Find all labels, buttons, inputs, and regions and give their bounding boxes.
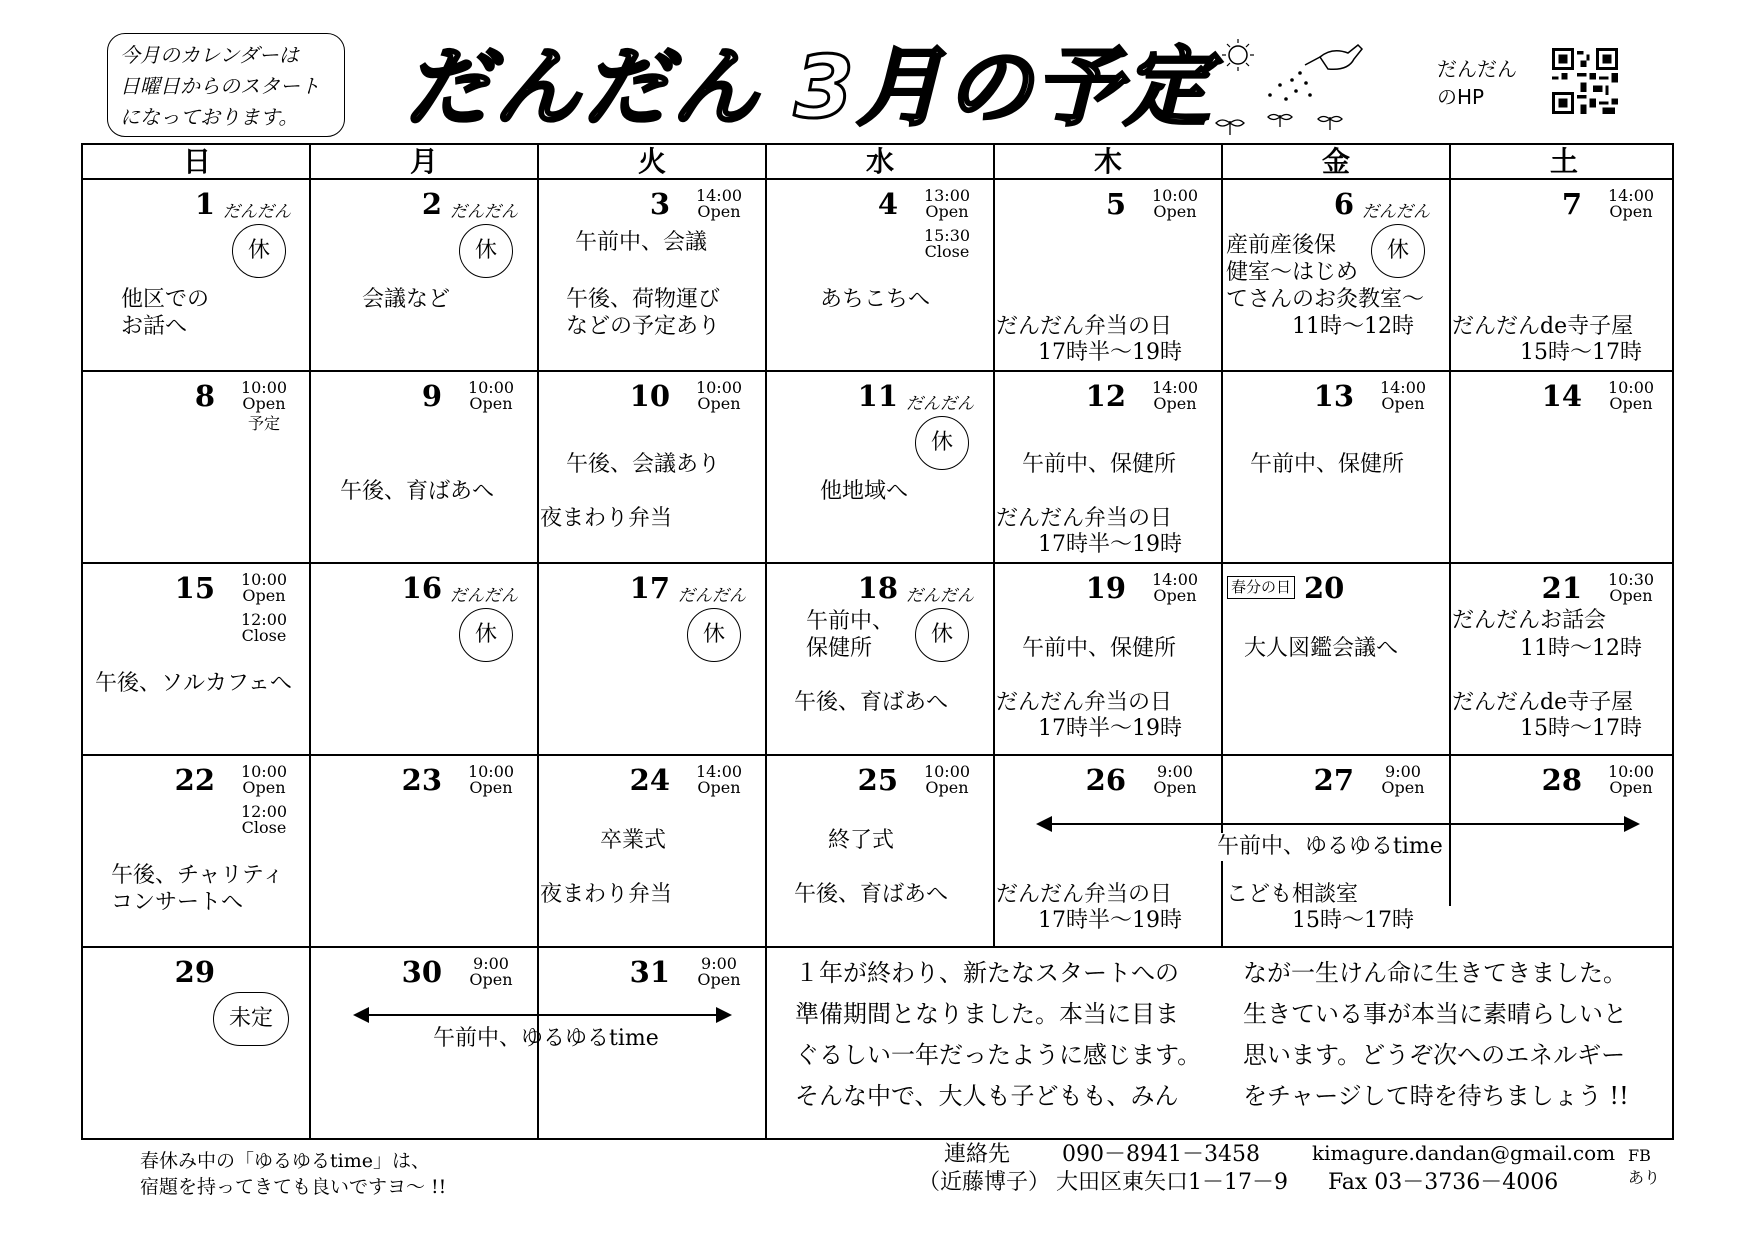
day-number: 10 [629, 379, 670, 413]
event-text: 午前中、会議 [575, 230, 708, 255]
open-label: Open [242, 778, 286, 797]
open-time: 14:00 [695, 762, 743, 781]
day-cell-18[interactable] [766, 563, 994, 755]
facebook-note [1628, 1145, 1660, 1189]
span-event-week5: 午前中、ゆるゆるtime [433, 1026, 659, 1051]
message-line: そんな中で、大人も子どもも、みん [795, 1082, 1179, 1110]
open-time: 10:00 [1607, 762, 1655, 781]
dandan-label: だんだん [906, 394, 974, 414]
closed-badge: 休 [915, 608, 969, 662]
closed-badge: 休 [459, 224, 513, 278]
message-line: 思います。どうぞ次へのエネルギー [1243, 1041, 1626, 1069]
open-label: Open [469, 778, 513, 797]
day-cell-12[interactable] [994, 371, 1222, 563]
weekday-fri: 金 [1321, 145, 1350, 178]
day-number: 27 [1313, 763, 1354, 797]
day-number: 13 [1313, 379, 1354, 413]
page-title: だんだん 3月の予定 [405, 38, 1213, 138]
close-label: Close [241, 818, 287, 837]
email-link[interactable]: kimagure.dandan@gmail.com [1312, 1141, 1616, 1165]
event-text: 午前中、保健所 [1022, 636, 1177, 661]
closed-badge: 休 [232, 224, 286, 278]
open-label: Open [925, 778, 969, 797]
day-number: 12 [1085, 379, 1126, 413]
event-text: てさんのお灸教室～ [1226, 287, 1425, 312]
event-text: だんだん弁当の日 [996, 882, 1173, 907]
event-text: 15時～17時 [1520, 716, 1642, 741]
open-time: 14:00 [1151, 570, 1199, 589]
weekday-tue: 火 [637, 145, 666, 178]
open-label: Open [1153, 394, 1197, 413]
event-text: 午前中、保健所 [1022, 452, 1177, 477]
dandan-label: だんだん [450, 202, 518, 222]
day-number: 14 [1541, 379, 1582, 413]
day-number: 25 [857, 763, 898, 797]
day-number: 17 [629, 571, 670, 605]
open-label: Open [1609, 202, 1653, 221]
day-number: 21 [1541, 571, 1582, 605]
day-number: 5 [1105, 187, 1126, 221]
event-text: 大人図鑑会議へ [1244, 636, 1399, 661]
day-number: 23 [401, 763, 442, 797]
weekday-mon: 月 [409, 145, 438, 178]
holiday-badge: 春分の日 [1227, 576, 1295, 599]
open-label: Open [1381, 394, 1425, 413]
open-label: Open [1609, 586, 1653, 605]
weekday-sun: 日 [182, 145, 211, 178]
day-number: 31 [629, 955, 670, 989]
open-time: 13:00 [923, 186, 971, 205]
open-label: Open [1153, 778, 1197, 797]
event-text: 午後、育ばあへ [340, 479, 495, 504]
day-cell-20[interactable] [1222, 563, 1450, 755]
open-label: Open [697, 202, 741, 221]
event-text: 午後、ソルカフェへ [95, 671, 292, 696]
closed-badge: 休 [1371, 224, 1425, 278]
note-line: になっております。 [120, 105, 299, 129]
message-line: をチャージして時を待ちましょう !! [1243, 1082, 1629, 1110]
day-cell-29[interactable] [83, 947, 311, 1139]
event-text: こども相談室 [1226, 882, 1359, 907]
note-line: 日曜日からのスタート [120, 74, 320, 98]
event-text: だんだんお話会 [1452, 608, 1607, 633]
day-number: 3 [649, 187, 670, 221]
fb-line: あり [1628, 1168, 1661, 1187]
open-time: 10:00 [240, 570, 288, 589]
day-cell-8[interactable] [83, 371, 311, 563]
calendar-grid [81, 143, 1674, 1140]
day-cell-16[interactable] [310, 563, 538, 755]
day-number: 28 [1541, 763, 1582, 797]
contact-label: 連絡先 [944, 1142, 1011, 1167]
event-text: 他地域へ [820, 479, 909, 504]
event-text: 午後、チャリティ [111, 863, 285, 888]
dandan-label: だんだん [678, 586, 746, 606]
day-cell-25[interactable] [766, 755, 994, 947]
event-text: 他区での [121, 287, 210, 312]
day-cell-19[interactable] [994, 563, 1222, 755]
message-line: なが一生けん命に生きてきました。 [1243, 959, 1627, 987]
sun-watering-can-illustration [1210, 35, 1390, 145]
event-text: 17時半～19時 [1038, 532, 1182, 557]
open-time: 10:00 [240, 762, 288, 781]
span-event-week4: 午前中、ゆるゆるtime [1213, 833, 1447, 861]
day-cell-11[interactable] [766, 371, 994, 563]
day-number: 30 [401, 955, 442, 989]
day-cell-24[interactable] [538, 755, 766, 947]
day-cell-5[interactable] [994, 179, 1222, 371]
day-number: 16 [401, 571, 442, 605]
event-text: 午後、育ばあへ [794, 882, 949, 907]
event-text: だんだん弁当の日 [996, 506, 1173, 531]
open-time: 9:00 [1385, 762, 1421, 781]
close-label: Close [241, 626, 287, 645]
fb-line: FB [1628, 1146, 1651, 1165]
open-label: Open [242, 586, 286, 605]
homepage-label [1437, 55, 1517, 111]
day-number: 26 [1085, 763, 1126, 797]
calendar-note [107, 33, 345, 137]
open-time: 10:00 [695, 378, 743, 397]
day-number: 9 [421, 379, 442, 413]
footer-note-line: 春休み中の「ゆるゆるtime」は、 [140, 1150, 430, 1172]
qr-code-icon[interactable] [1552, 48, 1618, 114]
open-time: 10:30 [1607, 570, 1655, 589]
day-cell-28[interactable] [1450, 755, 1678, 947]
open-time: 14:00 [1151, 378, 1199, 397]
event-text: 夜まわり弁当 [540, 882, 673, 907]
event-text: だんだんde寺子屋 [1452, 314, 1634, 339]
close-time: 12:00 [240, 802, 288, 821]
day-cell-1[interactable] [83, 179, 311, 371]
message-right [1243, 953, 1629, 1117]
day-number: 15 [174, 571, 215, 605]
day-cell-13[interactable] [1222, 371, 1450, 563]
close-time: 12:00 [240, 610, 288, 629]
open-time: 10:00 [1151, 186, 1199, 205]
phone-number[interactable]: 090－8941－3458 [1062, 1142, 1260, 1167]
event-text: 保健所 [806, 636, 873, 661]
open-time: 14:00 [695, 186, 743, 205]
open-time: 10:00 [467, 378, 515, 397]
open-label: Open [697, 778, 741, 797]
day-cell-4[interactable] [766, 179, 994, 371]
hp-line: だんだん [1437, 57, 1517, 81]
event-text: 17時半～19時 [1038, 908, 1182, 933]
close-label: Close [924, 242, 970, 261]
event-text: 会議など [362, 287, 451, 312]
closed-badge: 休 [459, 608, 513, 662]
undecided-badge: 未定 [213, 992, 289, 1046]
event-text: あちこちへ [820, 287, 931, 312]
open-label: Open [925, 202, 969, 221]
open-time: 14:00 [1379, 378, 1427, 397]
contact-person: （近藤博子） [918, 1170, 1051, 1195]
event-text: だんだんde寺子屋 [1452, 690, 1634, 715]
open-label: Open [1153, 202, 1197, 221]
event-text: 午前中、 [806, 609, 895, 634]
day-number: 18 [857, 571, 898, 605]
open-time: 10:00 [240, 378, 288, 397]
fax-number: Fax 03－3736－4006 [1328, 1170, 1559, 1195]
day-cell-22[interactable] [83, 755, 311, 947]
open-time: 9:00 [473, 954, 509, 973]
dandan-label: だんだん [906, 586, 974, 606]
day-number: 29 [174, 955, 215, 989]
event-text: 終了式 [828, 828, 895, 853]
message-line: １年が終わり、新たなスタートへの [795, 959, 1179, 987]
event-text: 17時半～19時 [1038, 716, 1182, 741]
open-label: Open [1609, 778, 1653, 797]
open-label: Open [1381, 778, 1425, 797]
event-text: コンサートへ [111, 890, 244, 915]
day-number: 19 [1085, 571, 1126, 605]
weekday-wed: 水 [865, 145, 894, 178]
day-number: 24 [629, 763, 670, 797]
day-number: 22 [174, 763, 215, 797]
open-time: 9:00 [1157, 762, 1193, 781]
open-time: 9:00 [701, 954, 737, 973]
event-text: 午後、育ばあへ [794, 690, 949, 715]
day-number: 7 [1561, 187, 1582, 221]
day-cell-3[interactable] [538, 179, 766, 371]
day-cell-2[interactable] [310, 179, 538, 371]
open-label: Open [1609, 394, 1653, 413]
message-left [795, 953, 1201, 1117]
closed-badge: 休 [687, 608, 741, 662]
weekday-sat: 土 [1549, 145, 1578, 178]
open-time: 14:00 [1607, 186, 1655, 205]
day-cell-17[interactable] [538, 563, 766, 755]
event-text: 11時～12時 [1292, 314, 1414, 339]
day-number: 2 [421, 187, 442, 221]
event-text: お話へ [121, 314, 188, 339]
day-cell-21[interactable] [1450, 563, 1678, 755]
open-label: Open [1153, 586, 1197, 605]
weekday-thu: 木 [1093, 145, 1122, 178]
day-number: 11 [857, 379, 898, 413]
dandan-label: だんだん [450, 586, 518, 606]
message-line: 準備期間となりました。本当に目ま [795, 1000, 1179, 1028]
day-number: 20 [1304, 571, 1345, 605]
open-label: Open [242, 394, 286, 413]
day-number: 1 [194, 187, 215, 221]
event-text: 午前中、保健所 [1250, 452, 1405, 477]
tentative-label: 予定 [247, 414, 280, 433]
day-cell-10[interactable] [538, 371, 766, 563]
range-arrow-week5 [355, 1014, 730, 1016]
event-text: 健室～はじめ [1226, 260, 1359, 285]
open-time: 10:00 [923, 762, 971, 781]
day-cell-14[interactable] [1450, 371, 1678, 563]
event-text: 午後、荷物運び [566, 287, 721, 312]
day-cell-15[interactable] [83, 563, 311, 755]
day-cell-23[interactable] [310, 755, 538, 947]
note-line: 今月のカレンダーは [120, 43, 299, 67]
footer-note-line: 宿題を持ってきても良いですヨ～ !! [140, 1176, 447, 1198]
hp-line: のHP [1437, 85, 1485, 109]
day-number: 4 [877, 187, 898, 221]
day-number: 8 [194, 379, 215, 413]
day-cell-26[interactable] [994, 755, 1222, 947]
open-time: 10:00 [1607, 378, 1655, 397]
dandan-label: だんだん [223, 202, 291, 222]
open-label: Open [697, 394, 741, 413]
open-label: Open [469, 394, 513, 413]
event-text: 15時～17時 [1520, 340, 1642, 365]
day-number: 6 [1333, 187, 1354, 221]
day-cell-9[interactable] [310, 371, 538, 563]
event-text: 11時～12時 [1520, 636, 1642, 661]
event-text: 15時～17時 [1292, 908, 1414, 933]
event-text: 17時半～19時 [1038, 340, 1182, 365]
day-cell-6[interactable] [1222, 179, 1450, 371]
event-text: 夜まわり弁当 [540, 506, 673, 531]
range-arrow-week4 [1038, 823, 1638, 825]
message-line: ぐるしい一年だったように感じます。 [795, 1041, 1202, 1069]
event-text: などの予定あり [566, 314, 721, 339]
dandan-label: だんだん [1362, 202, 1430, 222]
event-text: 午後、会議あり [566, 452, 721, 477]
open-time: 10:00 [467, 762, 515, 781]
message-line: 生きている事が本当に素晴らしいと [1243, 1000, 1627, 1028]
day-cell-7[interactable] [1450, 179, 1678, 371]
close-time: 15:30 [923, 226, 971, 245]
event-text: だんだん弁当の日 [996, 314, 1173, 339]
closed-badge: 休 [915, 416, 969, 470]
event-text: だんだん弁当の日 [996, 690, 1173, 715]
footer-note [140, 1148, 446, 1200]
event-text: 産前産後保 [1226, 233, 1337, 258]
open-label: Open [697, 970, 741, 989]
address: 大田区東矢口1－17－9 [1056, 1170, 1288, 1195]
open-label: Open [469, 970, 513, 989]
event-text: 卒業式 [600, 828, 667, 853]
